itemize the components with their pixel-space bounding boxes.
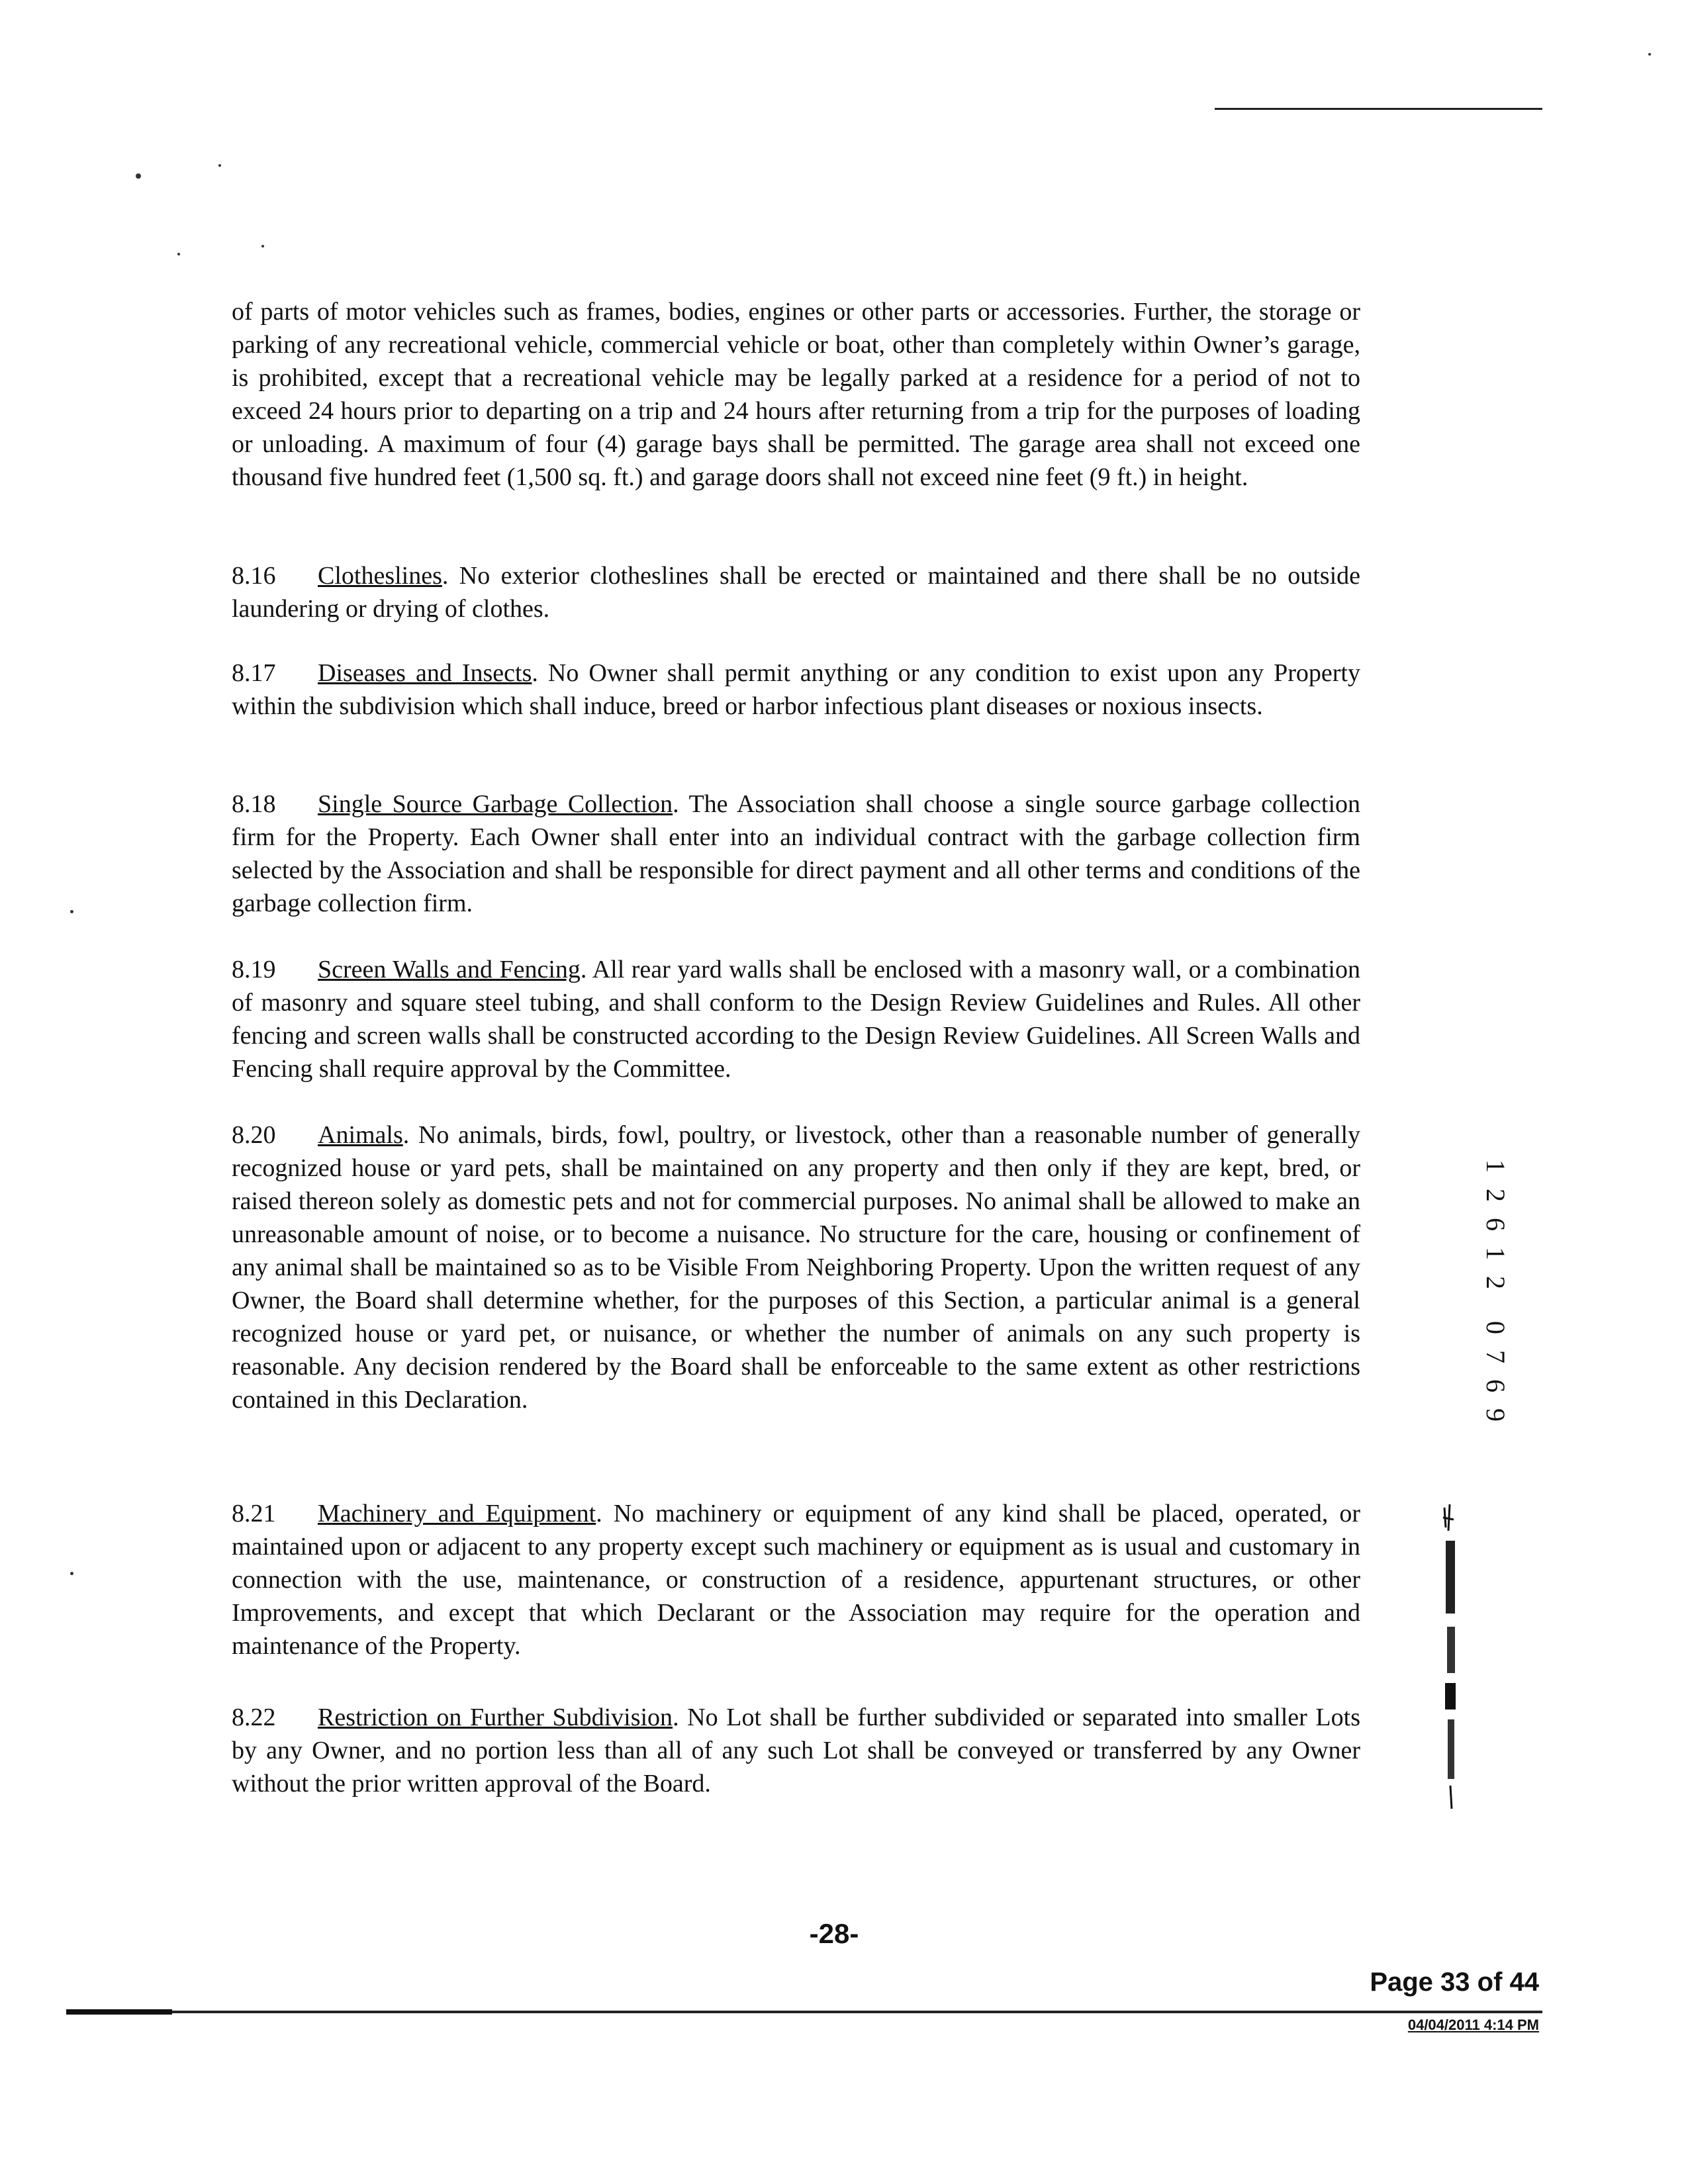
intro-paragraph: of parts of motor vehicles such as frames, bodies, engines or other parts or accessories. Further, the storage or parking of any recreational vehicle, commercial vehicle or boat, other than completely within Owner’s garage, is prohibited, except that a recreational vehicle may be legally parked at a residence for a period of not to exceed 24 hours prior to departing on a trip and 24 hours after returning from a trip for the purposes of loading or unloading. A maximum of four (4) garage bays shall be permitted. The garage area shall not exceed one thousand five hundred feet (1,500 sq. ft.) and garage doors shall not exceed nine feet (9 ft.) in height. xyxy=(232,298,1360,491)
recorder-stamp-icon xyxy=(1440,1501,1463,1812)
section-number: 8.20 xyxy=(232,1121,276,1149)
speck xyxy=(1648,53,1651,56)
section-heading: Restriction on Further Subdivision xyxy=(318,1704,673,1731)
speck xyxy=(70,910,73,913)
section-text: . No Lot shall be further subdivided or separated into smaller Lots by any Owner, and no portion less than all of any such Lot shall be conveyed or transferred by any Owner without the prior written approval of the Board. xyxy=(232,1704,1360,1797)
section-8-16 xyxy=(232,559,1360,625)
margin-digit: 9 xyxy=(1481,1408,1511,1422)
section-number: 8.16 xyxy=(232,562,276,590)
speck xyxy=(218,164,221,167)
margin-digit: 1 xyxy=(1481,1247,1511,1260)
section-8-20 xyxy=(232,1118,1360,1416)
section-text: . The Association shall choose a single source garbage collection firm for the Property. Each Owner shall enter into an individual contract with the garbage collection firm selected by the Association and shall be responsible for direct payment and all other terms and conditions of the garbage collection firm. xyxy=(232,790,1361,917)
section-text: . No Owner shall permit anything or any condition to exist upon any Property within the subdivision which shall induce, breed or harbor infectious plant diseases or noxious insects. xyxy=(232,659,1360,720)
section-8-22 xyxy=(232,1701,1360,1800)
section-text: . No machinery or equipment of any kind shall be placed, operated, or maintained upon or adjacent to any property except such machinery or equipment as is usual and customary in connection with the use, maintenance, or construction of a residence, appurtenant structures, or other Improvements, and except that which Declarant or the Association may require for the operation and maintenance of the Property. xyxy=(232,1500,1360,1660)
page-number: -28- xyxy=(809,1918,859,1949)
section-number: 8.22 xyxy=(232,1704,276,1731)
bottom-rule xyxy=(66,2011,1542,2013)
top-rule xyxy=(1215,108,1542,110)
margin-recording-number xyxy=(1479,1152,1512,1430)
speck xyxy=(261,245,264,248)
margin-number-part-a xyxy=(1481,1152,1511,1297)
section-text: . No exterior clotheslines shall be erected or maintained and there shall be no outside laundering or drying of clothes. xyxy=(232,562,1360,623)
margin-digit: 2 xyxy=(1481,1276,1511,1289)
section-8-18 xyxy=(232,788,1360,920)
margin-number-part-b xyxy=(1481,1313,1511,1430)
section-heading: Single Source Garbage Collection xyxy=(318,790,673,818)
margin-digit: 6 xyxy=(1481,1218,1511,1231)
section-heading: Machinery and Equipment xyxy=(318,1500,596,1527)
section-number: 8.17 xyxy=(232,659,276,687)
section-text: . No animals, birds, fowl, poultry, or livestock, other than a reasonable number of generally recognized house or yard pets, shall be maintained on any property and then only if they are kept, bred, or raised thereon solely as domestic pets and not for commercial purposes. No animal shall be allowed to make an unreasonable amount of noise, or to become a nuisance. No structure for the care, housing or confinement of any animal shall be maintained so as to be Visible From Neighboring Property. Upon the written request of any Owner, the Board shall determine whether, for the purposes of this Section, a particular animal is a general recognized house or yard pet, or nuisance, or whether the number of animals on any such property is reasonable. Any decision rendered by the Board shall be enforceable to the same extent as other restrictions contained in this Declaration. xyxy=(232,1121,1360,1414)
section-number: 8.19 xyxy=(232,956,276,983)
section-heading: Screen Walls and Fencing xyxy=(318,956,581,983)
speck xyxy=(136,173,141,179)
bottom-rule-accent xyxy=(66,2009,172,2015)
print-timestamp: 04/04/2011 4:14 PM xyxy=(1407,2017,1539,2033)
section-heading: Clotheslines xyxy=(318,562,442,590)
section-8-21 xyxy=(232,1497,1360,1662)
section-heading: Animals xyxy=(318,1121,403,1149)
margin-digit: 1 xyxy=(1481,1160,1511,1173)
margin-digit: 0 xyxy=(1481,1321,1511,1334)
page-counter: Page 33 of 44 xyxy=(1370,1968,1539,1997)
margin-digit: 7 xyxy=(1481,1350,1511,1363)
speck xyxy=(177,253,180,255)
section-heading: Diseases and Insects xyxy=(318,659,532,687)
section-text: . All rear yard walls shall be enclosed with a masonry wall, or a combination of masonry and square steel tubing, and shall conform to the Design Review Guidelines and Rules. All other fencing and screen walls shall be constructed according to the Design Review Guidelines. All Screen Walls and Fencing shall require approval by the Committee. xyxy=(232,956,1360,1083)
section-number: 8.21 xyxy=(232,1500,276,1527)
margin-digit: 2 xyxy=(1481,1189,1511,1202)
margin-digit: 6 xyxy=(1481,1379,1511,1392)
section-number: 8.18 xyxy=(232,790,276,818)
speck xyxy=(70,1572,73,1575)
section-8-17 xyxy=(232,657,1360,723)
section-8-19 xyxy=(232,953,1360,1085)
